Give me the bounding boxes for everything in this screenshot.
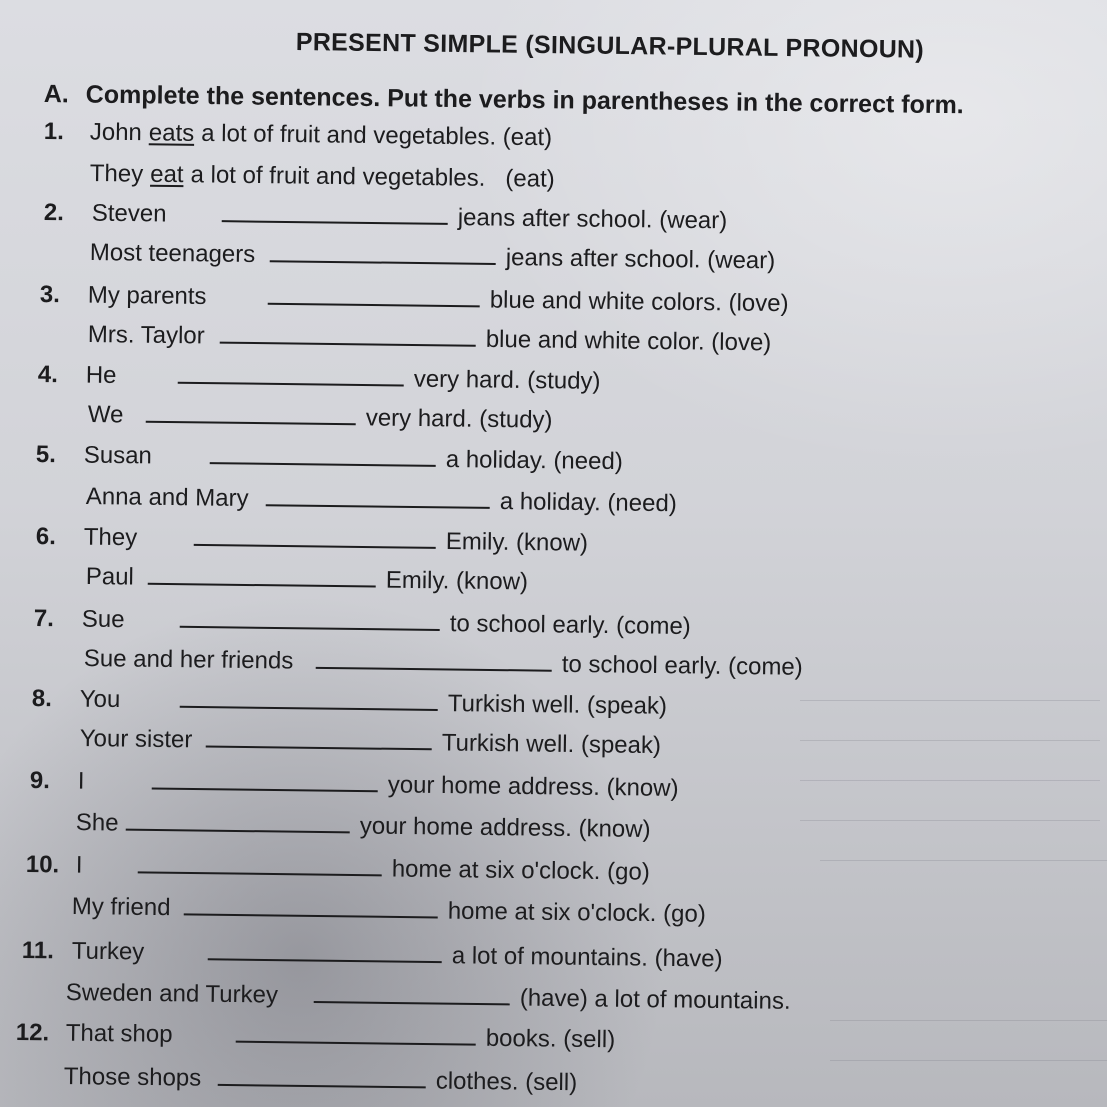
answer-blank[interactable]: [222, 200, 448, 225]
sentence-subject: Most teenagers: [89, 238, 256, 269]
sentence-subject: Steven: [91, 199, 167, 228]
example-subject: John: [89, 118, 143, 147]
sentence-subject: That shop: [65, 1019, 173, 1048]
sentence-rest: home at six o'clock. (go): [391, 855, 650, 886]
example-answer: eats: [148, 119, 195, 147]
item-number: 10.: [25, 850, 60, 879]
answer-blank[interactable]: [148, 563, 376, 588]
sentence-rest: Emily. (know): [445, 528, 589, 557]
item-number: 4.: [37, 360, 59, 389]
sentence-rest: a holiday. (need): [445, 446, 623, 476]
exercise-line: [30, 766, 679, 803]
item-number: 12.: [15, 1018, 50, 1047]
section-letter: A.: [43, 80, 69, 109]
answer-blank[interactable]: [220, 322, 476, 347]
sentence-rest: to school early. (come): [449, 610, 691, 641]
answer-blank[interactable]: [126, 809, 350, 834]
sentence-rest: books. (sell): [485, 1024, 616, 1054]
answer-blank[interactable]: [210, 442, 436, 467]
sentence-rest: blue and white colors. (love): [489, 286, 789, 318]
sentence-rest: Turkish well. (speak): [447, 690, 668, 720]
background-ruled-line: [800, 700, 1100, 701]
sentence-subject: Turkey: [71, 937, 145, 966]
answer-blank[interactable]: [184, 893, 438, 918]
sentence-rest: a holiday. (need): [499, 488, 677, 518]
exercise-line: [36, 440, 623, 476]
exercise-line: [38, 360, 601, 396]
sentence-subject: My friend: [71, 892, 171, 922]
answer-blank[interactable]: [316, 647, 552, 672]
item-number: 1.: [43, 118, 65, 146]
sentence-subject: Paul: [85, 562, 135, 591]
sentence-rest: Emily. (know): [385, 566, 529, 596]
background-ruled-line: [800, 820, 1100, 821]
exercise-line: [66, 978, 791, 1016]
exercise-line: [40, 280, 789, 318]
exercise-line: [88, 400, 553, 435]
example-answer: eat: [150, 160, 184, 189]
sentence-rest: jeans after school. (wear): [457, 204, 728, 235]
answer-blank[interactable]: [208, 938, 442, 963]
background-ruled-line: [830, 1060, 1107, 1061]
sentence-subject: They: [83, 523, 138, 552]
worksheet-title: PRESENT SIMPLE (SINGULAR-PLURAL PRONOUN): [295, 28, 925, 64]
sentence-subject: My parents: [87, 281, 207, 311]
example-rest: a lot of fruit and vegetables. (eat): [201, 119, 553, 152]
exercise-line: [22, 936, 723, 974]
background-ruled-line: [800, 740, 1100, 741]
exercise-line: [86, 482, 677, 518]
sentence-subject: Susan: [83, 441, 153, 470]
item-number: 3.: [39, 280, 61, 309]
answer-blank[interactable]: [206, 726, 432, 751]
item-number: 5.: [35, 440, 57, 469]
sentence-rest: your home address. (know): [387, 771, 679, 802]
sentence-rest: clothes. (sell): [435, 1067, 578, 1097]
sentence-subject: I: [75, 851, 83, 879]
exercise-line: [16, 1018, 616, 1054]
exercise-line: [84, 644, 803, 682]
sentence-subject: Mrs. Taylor: [87, 320, 205, 350]
exercise-line: [72, 892, 706, 929]
background-ruled-line: [800, 780, 1100, 781]
sentence-rest: (have) a lot of mountains.: [519, 984, 791, 1015]
exercise-line: [32, 684, 667, 721]
answer-blank[interactable]: [270, 240, 496, 265]
exercise-line: [88, 320, 772, 357]
exercise-line: [80, 724, 661, 760]
exercise-line: [64, 1062, 578, 1097]
item-number: 8.: [31, 684, 53, 713]
item-number: 6.: [35, 522, 57, 551]
answer-blank[interactable]: [236, 1021, 476, 1046]
sentence-rest: very hard. (study): [365, 404, 553, 434]
answer-blank[interactable]: [268, 283, 480, 308]
sentence-subject: Your sister: [79, 724, 193, 754]
exercise-line: [86, 562, 529, 596]
example-line-2: [90, 160, 555, 194]
answer-blank[interactable]: [178, 362, 404, 387]
background-ruled-line: [830, 1020, 1107, 1021]
item-number: 9.: [29, 766, 51, 795]
answer-blank[interactable]: [194, 524, 436, 549]
item-number: 11.: [21, 936, 55, 965]
sentence-rest: home at six o'clock. (go): [447, 897, 706, 928]
item-number: 2.: [43, 198, 65, 227]
sentence-rest: very hard. (study): [413, 365, 601, 395]
instruction-text: Complete the sentences. Put the verbs in parentheses in the correct form.: [85, 80, 964, 120]
exercise-line: [26, 850, 650, 887]
answer-blank[interactable]: [152, 767, 378, 792]
exercise-line: [36, 522, 589, 558]
exercise-line: [90, 238, 776, 275]
sentence-subject: I: [77, 767, 85, 795]
exercise-line: [44, 198, 728, 235]
exercise-line: [34, 604, 691, 641]
answer-blank[interactable]: [314, 981, 510, 1005]
sentence-subject: Sue and her friends: [83, 644, 294, 675]
example-subject: They: [89, 160, 144, 188]
example-rest: a lot of fruit and vegetables. (eat): [190, 161, 555, 193]
sentence-rest: blue and white color. (love): [485, 325, 772, 357]
item-number: 7.: [33, 604, 55, 633]
sentence-subject: She: [75, 808, 119, 837]
sentence-rest: to school early. (come): [561, 650, 803, 681]
answer-blank[interactable]: [180, 686, 438, 711]
sentence-rest: jeans after school. (wear): [505, 244, 776, 275]
background-ruled-line: [820, 860, 1107, 861]
answer-blank[interactable]: [138, 851, 382, 876]
answer-blank[interactable]: [180, 606, 440, 631]
sentence-subject: Sue: [81, 605, 125, 634]
answer-blank[interactable]: [146, 401, 356, 426]
answer-blank[interactable]: [266, 484, 490, 509]
answer-blank[interactable]: [218, 1064, 426, 1089]
sentence-subject: We: [87, 400, 124, 429]
example-line-1: [44, 118, 553, 152]
section-instruction: [44, 80, 964, 120]
sentence-subject: Sweden and Turkey: [65, 978, 279, 1009]
sentence-subject: Anna and Mary: [85, 482, 249, 512]
sentence-rest: your home address. (know): [359, 812, 651, 844]
sentence-subject: Those shops: [63, 1062, 202, 1092]
exercise-line: [76, 808, 651, 844]
sentence-subject: You: [79, 685, 121, 714]
sentence-rest: a lot of mountains. (have): [451, 942, 723, 973]
sentence-rest: Turkish well. (speak): [441, 729, 662, 760]
sentence-subject: He: [85, 361, 117, 389]
